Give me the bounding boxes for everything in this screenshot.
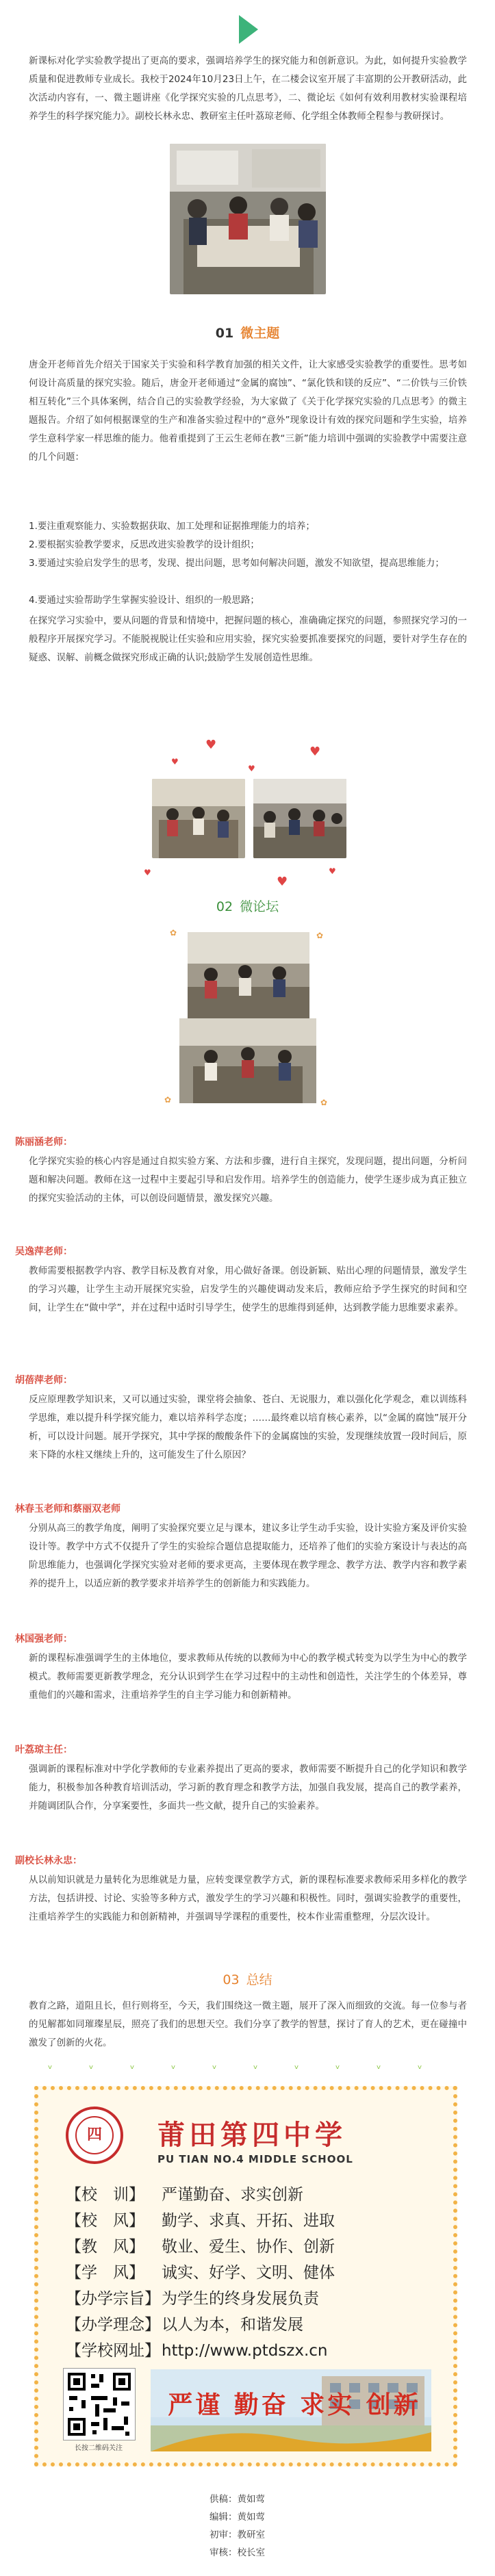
school-row-key: 【办学宗旨】 [66, 2290, 160, 2308]
section-title-3: 总结 [246, 1972, 272, 1987]
school-row-value: http://www.ptdszx.cn [162, 2342, 328, 2360]
speaker-name-2: 吴逸萍老师： [15, 1246, 73, 1257]
speaker-name-5: 林国强老师： [15, 1634, 73, 1645]
school-row-key: 【校 训】 [66, 2186, 144, 2204]
section1-paragraph-1: 唐金开老师首先介绍关于国家关于实验和科学教育加强的相关文件，让大家感受实验教学的重要性。思考如何设计高质量的探究实验。随后，唐金开老师通过“金属的腐蚀”、“氯化铁和镁的反应”、“二价铁与三价铁相互转化”三个具体案例，结合自己的实验教学经验，为大家做了《关于化学探究实验的几点思考》的微主题报告。介绍了如何根据课堂的生产和准备实验过程中的“意外”现象设计有效的探究问题和学生实验，培养学生意科学家一样思维的能力。他着重提到了王云生老师在教“三新”能力培训中强调的实验教学中需要注意的几个问题： [29, 359, 467, 463]
sprout-icon: ᵥ [418, 2059, 422, 2072]
section-heading-2 [0, 897, 495, 915]
credit-line-1: 供稿：黄如莺 [210, 2494, 265, 2505]
school-name-english: PU TIAN NO.4 MIDDLE SCHOOL [157, 2153, 353, 2165]
speaker-text-7: 从以前知识就是力量转化为思维就是力量，应转变课堂教学方式，新的课程标准要求教师采用多样化的教学方法，包括讲授、讨论、实验等多种方式，激发学生的学习兴趣和积极性。同时，强调实验教学的重要性，注重培养学生的实践能力和创新精神，并强调导学课程的重要性，校本作业需重整理，分层次设计。 [29, 1875, 467, 1922]
school-row-5 [66, 2286, 319, 2308]
speaker-text-3: 反应原理教学知识来，又可以通过实验，课堂将会抽象、苍白、无说服力，难以强化化学观念，难以训练科学思维，难以提升科学探究能力，难以培养科学态度；……最终难以培育核心素养，以“金属的腐蚀”展开分析，可以设计问题。展开学探究，其中学探的酸酸条件下的金属腐蚀的实验，发现继续放置一段时间后，原来下降的水柱又继续上升的，这可能发生了什么原因？ [29, 1394, 467, 1460]
section1-item-1: 1.要注重观察能力、实验数据获取、加工处理和证据推理能力的培养； [29, 521, 315, 532]
flower-icon: ✿ [320, 1098, 328, 1107]
meeting-photo-5 [179, 1018, 316, 1103]
sprout-icon: ᵥ [294, 2059, 299, 2072]
banner-motto: 严谨 勤奋 求实 创新 [168, 2391, 421, 2419]
heart-icon: ♥ [144, 868, 151, 877]
summary-paragraph: 教育之路，道阻且长，但行则将至，今天，我们围绕这一微主题，展开了深入而细致的交流。每一位参与者的见解都如同璀璨星辰，照亮了我们的思想天空。我们分享了教学的智慧，探讨了育人的艺术，更在碰撞中激发了创新的火花。 [29, 2000, 467, 2048]
school-row-value: 严谨勤奋、求实创新 [162, 2186, 303, 2204]
school-row-value: 勤学、求真、开拓、进取 [162, 2212, 335, 2230]
speaker-name-4: 林春玉老师和蔡丽双老师 [15, 1504, 120, 1515]
section-number-2: 02 [216, 899, 233, 914]
school-row-4 [66, 2260, 335, 2282]
heart-icon: ♥ [309, 745, 321, 759]
section1-item-2: 2.要根据实验教学要求，反思改进实验教学的设计组织； [29, 539, 259, 550]
school-logo-char: 四 [86, 2126, 102, 2143]
heart-icon: ♥ [329, 866, 336, 876]
sprout-icon: ᵥ [212, 2059, 217, 2072]
qr-caption: 长按二维码关注 [75, 2445, 123, 2452]
school-row-value: 以人为本，和谐发展 [162, 2316, 303, 2334]
speaker-text-2: 教师需要根据教学内容、教学目标及教育对象，用心做好备课。创设新颖、贴出心理的问题情景，激发学生的学习兴趣，让学生主动开展探究实验，启发学生的兴趣使调动发来后，教师应给予学生探究的时间和空间，让学生在“做中学”，并在过程中适时引导学生，使学生的思维得到延伸，达到教学能力思维要求素养。 [29, 1265, 467, 1313]
school-row-2 [66, 2208, 335, 2230]
school-row-3 [66, 2234, 335, 2256]
school-name: 莆田第四中学 [157, 2119, 346, 2151]
speaker-name-7: 副校长林永忠： [15, 1855, 82, 1866]
meeting-photo-1 [170, 144, 326, 294]
meeting-photo-2 [152, 779, 245, 858]
heart-icon: ♥ [248, 764, 255, 773]
sprout-icon: ᵥ [335, 2059, 340, 2072]
speaker-name-3: 胡蓓萍老师： [15, 1375, 73, 1386]
heart-icon: ♥ [205, 738, 217, 752]
school-row-key: 【学 风】 [66, 2264, 144, 2282]
section-number-1: 01 [215, 326, 234, 341]
school-row-7 [66, 2338, 328, 2360]
section-heading-3 [0, 1970, 495, 1988]
school-row-key: 【教 风】 [66, 2238, 144, 2256]
credit-line-4: 审核：校长室 [210, 2547, 265, 2558]
credit-line-3: 初审：教研室 [210, 2529, 265, 2540]
speaker-text-6: 强调新的课程标准对中学化学教师的专业素养提出了更高的要求，教师需要不断提升自己的化学知识和教学能力，积极参加各种教育培训活动，学习新的教育理念和教学方法，加强自我发展，提高自己的教学素养，并随调团队合作，分享案要性，多面共一些文献，提升自己的实验素养。 [29, 1764, 467, 1812]
meeting-photo-3 [253, 779, 346, 858]
flower-icon: ✿ [316, 931, 324, 940]
section1-item-4: 4.要通过实验帮助学生掌握实验设计、组织的一般思路； [29, 595, 259, 606]
speaker-text-4: 分别从高三的教学角度，阐明了实验探究要立足与课本，建议多让学生动手实验，设计实验方案及评价实验设计等。教学中方式不仅提升了学生的实验综合题信息提取能力，还培养了他们的实验方案设计与表达的高阶思维能力，也强调化学探究实验对老师的要求更高，主要体现在教学理念、教学方法、教学内容和教学素养的提升上，以适应新的教学要求并培养学生的创新能力和实践能力。 [29, 1523, 467, 1589]
school-row-value: 为学生的终身发展负责 [162, 2290, 319, 2308]
play-icon [239, 15, 258, 44]
heart-icon: ♥ [171, 757, 179, 767]
section1-item-3: 3.要通过实验启发学生的思考，发现、提出问题，思考如何解决问题，激发不知欲望，提高思维能力； [29, 558, 444, 569]
speaker-name-6: 叶荔琼主任： [15, 1744, 73, 1755]
speaker-name-1: 陈丽涵老师： [15, 1137, 73, 1148]
qr-code[interactable] [63, 2368, 136, 2440]
school-row-key: 【办学理念】 [66, 2316, 160, 2334]
sprout-icon: ᵥ [130, 2059, 135, 2072]
section-heading-1 [0, 323, 495, 342]
speaker-text-1: 化学探究实验的核心内容是通过自拟实验方案、方法和步骤，进行自主探究，发现问题，提出问题，分析问题和解决问题。教师在这一过程中主要起引导和启发作用。培养学生的创造能力，使学生逐步成为真正独立的探究实验活动的主体，可以创设问题情景，激发探究兴趣。 [29, 1156, 467, 1204]
sprout-icon: ᵥ [48, 2059, 53, 2072]
section-number-3: 03 [223, 1972, 240, 1987]
heart-icon: ♥ [277, 875, 288, 889]
school-row-key: 【学校网址】 [66, 2342, 160, 2360]
meeting-photo-4 [188, 932, 309, 1020]
sprout-icon: ᵥ [89, 2059, 94, 2072]
school-row-6 [66, 2312, 303, 2334]
speaker-text-5: 新的课程标准强调学生的主体地位，要求教师从传统的以教师为中心的教学模式转变为以学生为中心的教学模式。教师需要更新教学理念，充分认识到学生在学习过程中的主动性和创造性，关注学生的个体差异，尊重他们的兴趣和需求，注重培养学生的自主学习能力和创新精神。 [29, 1653, 467, 1701]
sprout-icon: ᵥ [171, 2059, 176, 2072]
sprout-icon: ᵥ [253, 2059, 258, 2072]
school-logo [66, 2107, 123, 2164]
sprout-icon: ᵥ [377, 2059, 381, 2072]
flower-icon: ✿ [164, 1095, 172, 1105]
school-row-key: 【校 风】 [66, 2212, 144, 2230]
school-row-value: 敬业、爱生、协作、创新 [162, 2238, 335, 2256]
credit-line-2: 编辑：黄如莺 [210, 2512, 265, 2523]
school-row-1 [66, 2182, 303, 2204]
section-title-2: 微论坛 [240, 899, 279, 914]
sprout-divider [27, 2049, 466, 2076]
school-row-value: 诚实、好学、文明、健体 [162, 2264, 335, 2282]
intro-paragraph: 新课标对化学实验教学提出了更高的要求，强调培养学生的探究能力和创新意识。为此，如何提升实验教学质量和促进教师专业成长。我校于2024年10月23日上午，在二楼会议室开展了丰富期的公开教研活动，此次活动内容有，一、微主题讲座《化学探究实验的几点思考》，二、微论坛《如何有效利用教材实验课程培养学生的科学探究能力》。副校长林永忠、教研室主任叶荔琼老师、化学组全体教师全程参与教研探讨。 [29, 55, 467, 122]
section-title-1: 微主题 [240, 326, 280, 341]
flower-icon: ✿ [170, 928, 177, 938]
section1-paragraph-2: 在探究学习实验中，要从问题的背景和情境中，把握问题的核心，准确确定探究的问题，参照探究学习的一般程序开展探究学习。不能脱视脱让任实验和应用实验，探究实验要抓准要探究的问题，要针对学生存在的疑惑、误解、前概念做探究形成正确的认识;鼓励学生发展创造性思维。 [29, 615, 467, 663]
